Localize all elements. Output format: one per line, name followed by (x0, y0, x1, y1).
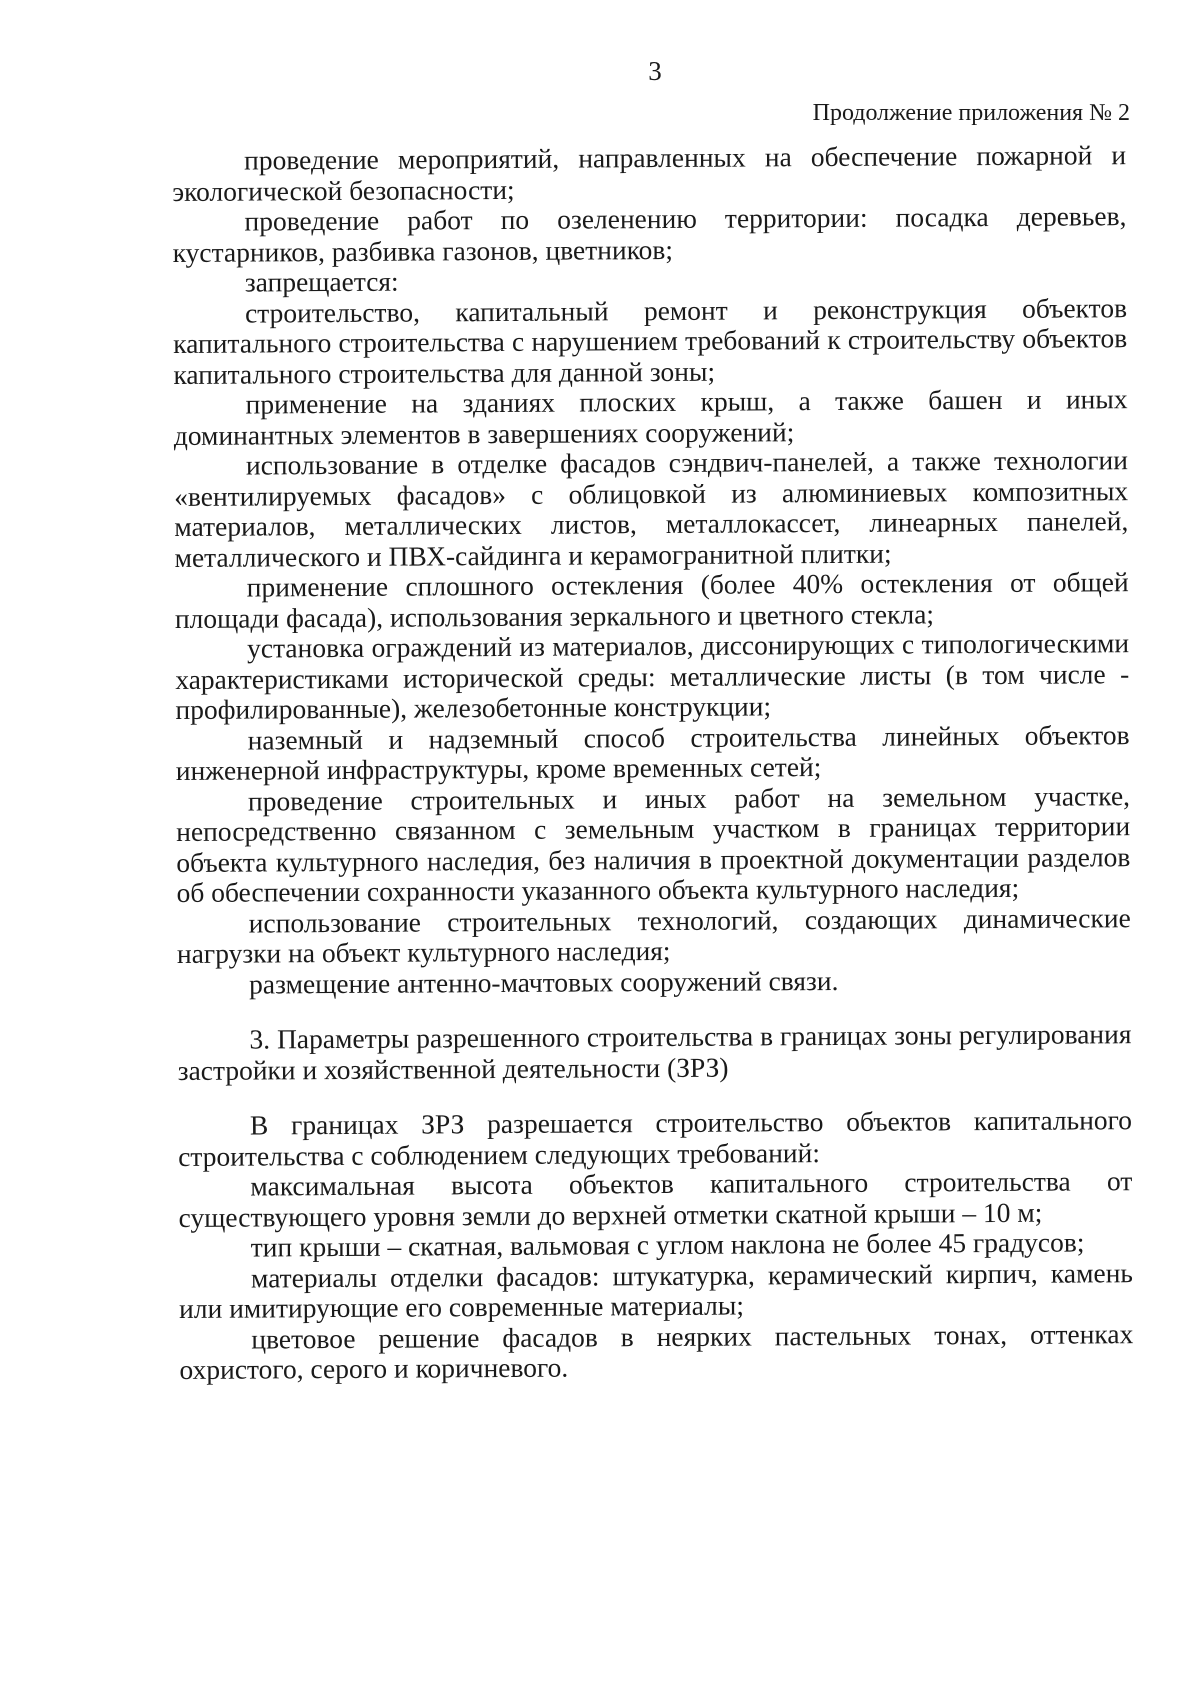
requirement-item: цветовое решение фасадов в неярких пастельных тонах, оттенках охристого, серого и коричневого. (179, 1317, 1134, 1385)
paragraph: установка ограждений из материалов, диссонирующих с типологическими характеристиками исторической среды: металлические листы (в том числе - профилированные), железобетонные конструкции; (175, 627, 1130, 725)
paragraph: строительство, капитальный ремонт и реконструкция объектов капитального строительства с нарушением требований к строительству объектов капитального строительства для данной зоны; (173, 291, 1128, 390)
paragraph: проведение работ по озеленению территории: посадка деревьев, кустарников, разбивка газонов, цветников; (172, 200, 1127, 268)
paragraph: использование строительных технологий, создающих динамические нагрузки на объект культурного наследия; (176, 901, 1131, 969)
requirement-item: максимальная высота объектов капитального строительства от существующего уровня земли до верхней отметки скатной крыши – 10 м; (178, 1165, 1133, 1233)
requirement-item: материалы отделки фасадов: штукатурка, керамический кирпич, камень или имитирующие его современные материалы; (179, 1256, 1133, 1324)
section-intro: В границах ЗРЗ разрешается строительство объектов капитального строительства с соблюдением следующих требований: (178, 1104, 1133, 1172)
paragraph: запрещается: (244, 265, 399, 298)
paragraph: наземный и надземный способ строительства линейных объектов инженерной инфраструктуры, кроме временных сетей; (175, 718, 1130, 786)
paragraph: использование в отделке фасадов сэндвич-панелей, а также технологии «вентилируемых фасадов» с облицовкой из алюминиевых композитных материалов, металлических листов, металлокассет, линеарных панелей, металлического и ПВХ-сайдинга и керамогранитной плитки; (174, 444, 1129, 573)
appendix-continuation-note: Продолжение приложения № 2 (812, 100, 1130, 126)
paragraph: применение сплошного остекления (более 40% остекления от общей площади фасада), использования зеркального и цветного стекла; (174, 566, 1129, 634)
requirement-item: тип крыши – скатная, вальмовая с углом наклона не более 45 градусов; (250, 1226, 1085, 1263)
paragraph: размещение антенно-мачтовых сооружений связи. (249, 964, 839, 1000)
paragraph: применение на зданиях плоских крыш, а также башен и иных доминантных элементов в завершениях сооружений; (173, 383, 1128, 451)
paragraph: проведение мероприятий, направленных на обеспечение пожарной и экологической безопасности; (172, 139, 1127, 207)
page-number: 3 (648, 56, 662, 86)
document-body (172, 140, 1134, 1385)
paragraph: проведение строительных и иных работ на земельном участке, непосредственно связанном с земельным участком в границах территории объекта культурного наследия, без наличия в проектной документации разделов об обеспечении сохранности указанного объекта культурного наследия; (176, 779, 1131, 908)
section-heading: 3. Параметры разрешенного строительства в границах зоны регулирования застройки и хозяйственной деятельности (ЗРЗ) (177, 1018, 1132, 1086)
